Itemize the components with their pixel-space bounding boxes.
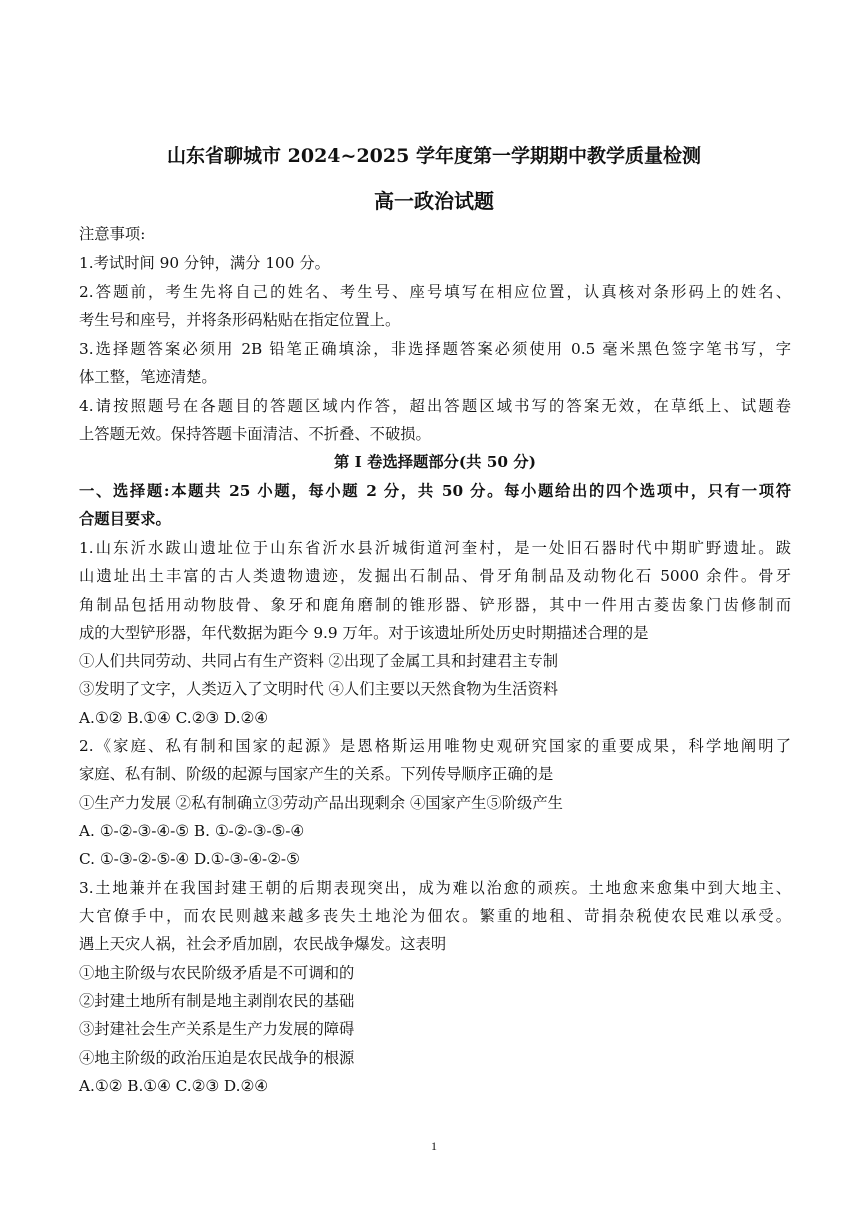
q1-stem-line-4: 成的大型铲形器，年代数据为距今 9.9 万年。对于该遗址所处历史时期描述合理的是 (79, 624, 649, 642)
q2-answer-choices-ab: A. ①-②-③-④-⑤ B. ①-②-③-⑤-④ (79, 822, 305, 840)
q3-option-3: ③封建社会生产关系是生产力发展的障碍 (79, 1020, 355, 1038)
exam-subtitle: 高一政治试题 (374, 189, 494, 213)
notes-heading: 注意事项: (79, 225, 146, 243)
q1-stem-line-1: 1.山东沂水跋山遗址位于山东省沂水县沂城街道河奎村，是一处旧石器时代中期旷野遗址。跋 (79, 539, 791, 557)
q3-option-4: ④地主阶级的政治压迫是农民战争的根源 (79, 1049, 355, 1067)
section-instructions-line-2: 合题目要求。 (79, 510, 171, 528)
exam-title: 山东省聊城市 2024~2025 学年度第一学期期中教学质量检测 (167, 145, 701, 167)
q1-stem-line-3: 角制品包括用动物肢骨、象牙和鹿角磨制的锥形器、铲形器，其中一件用古菱齿象门齿修制而 (79, 596, 791, 614)
note-3-line-2: 体工整，笔迹清楚。 (79, 368, 217, 386)
q1-options-3-4: ③发明了文字，人类迈入了文明时代 ④人们主要以天然食物为生活资料 (79, 680, 559, 698)
note-2-line-1: 2.答题前，考生先将自己的姓名、考生号、座号填写在相应位置，认真核对条形码上的姓名、 (79, 283, 791, 301)
note-4-line-2: 上答题无效。保持答题卡面清洁、不折叠、不破损。 (79, 425, 431, 443)
q3-stem-line-1: 3.土地兼并在我国封建王朝的后期表现突出，成为难以治愈的顽疾。土地愈来愈集中到大地主、 (79, 879, 791, 897)
q1-options-1-2: ①人们共同劳动、共同占有生产资料 ②出现了金属工具和封建君主专制 (79, 652, 559, 670)
note-3-line-1: 3.选择题答案必须用 2B 铅笔正确填涂，非选择题答案必须使用 0.5 毫米黑色签字笔书写，字 (79, 340, 791, 358)
q2-stem-line-1: 2.《家庭、私有制和国家的起源》是恩格斯运用唯物史观研究国家的重要成果，科学地阐明了 (79, 737, 791, 755)
note-4-line-1: 4.请按照题号在各题目的答题区域内作答，超出答题区域书写的答案无效，在草纸上、试题卷 (79, 397, 791, 415)
q1-answer-choices: A.①② B.①④ C.②③ D.②④ (79, 709, 268, 727)
q2-stem-line-2: 家庭、私有制、阶级的起源与国家产生的关系。下列传导顺序正确的是 (79, 765, 554, 783)
section-instructions-line-1: 一、选择题:本题共 25 小题，每小题 2 分，共 50 分。每小题给出的四个选项中，只有一项符 (79, 482, 791, 500)
note-1: 1.考试时间 90 分钟，满分 100 分。 (79, 254, 330, 272)
q2-options: ①生产力发展 ②私有制确立③劳动产品出现剩余 ④国家产生⑤阶级产生 (79, 794, 563, 812)
q3-answer-choices: A.①② B.①④ C.②③ D.②④ (79, 1077, 268, 1095)
q2-answer-choices-cd: C. ①-③-②-⑤-④ D.①-③-④-②-⑤ (79, 850, 300, 868)
q3-option-2: ②封建土地所有制是地主剥削农民的基础 (79, 992, 355, 1010)
q3-stem-line-2: 大官僚手中，而农民则越来越多丧失土地沦为佃农。繁重的地租、苛捐杂税使农民难以承受。 (79, 907, 791, 925)
note-2-line-2: 考生号和座号，并将条形码粘贴在指定位置上。 (79, 311, 401, 329)
q3-option-1: ①地主阶级与农民阶级矛盾是不可调和的 (79, 964, 355, 982)
section-title: 第 I 卷选择题部分(共 50 分) (334, 453, 536, 471)
q1-stem-line-2: 山遗址出土丰富的古人类遗物遗迹，发掘出石制品、骨牙角制品及动物化石 5000 余件。骨牙 (79, 567, 791, 585)
q3-stem-line-3: 遇上天灾人祸，社会矛盾加剧，农民战争爆发。这表明 (79, 935, 447, 953)
page-number: 1 (431, 1139, 437, 1153)
